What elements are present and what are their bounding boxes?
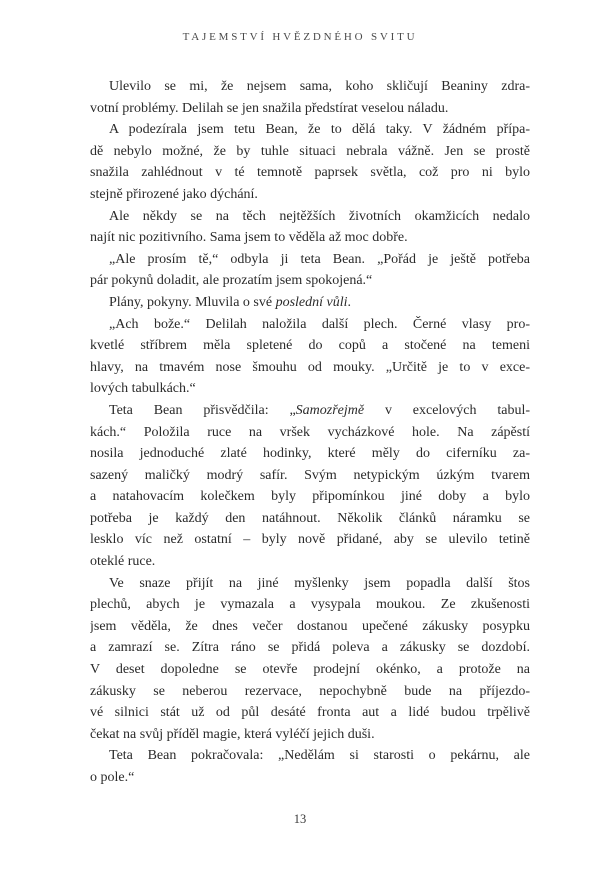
text-segment: a zamrazí se. Zítra ráno se přidá poleva a zákusky se dozdobí. [90,640,530,656]
text-line [90,508,530,530]
text-line [90,573,530,595]
text-line [90,314,530,336]
text-segment: „Ach bože.“ Delilah naložila další plech. Černé vlasy pro- [109,316,530,332]
text-line [90,767,530,789]
running-header: TAJEMSTVÍ HVĚZDNÉHO SVITU [182,31,418,43]
text-line [90,637,530,659]
text-segment: Ulevilo se mi, že nejsem sama, koho skličují Beaniny zdra- [109,79,530,94]
text-segment: čekat na svůj příděl magie, která vyléčí jejich duši. [90,726,375,742]
text-segment: stejně přirozené jako dýchání. [90,186,258,202]
text-line [90,292,530,314]
text-line [90,378,530,400]
text-line [90,400,530,422]
text-line [90,206,530,228]
text-segment: A podezírala jsem tetu Bean, že to dělá taky. V žádném přípa- [109,122,530,138]
text-segment: a natahovacím kolečkem byly připomínkou jiné doby a bylo [90,489,530,505]
text-line [90,357,530,379]
text-line [90,702,530,724]
text-line [90,422,530,444]
text-segment: Teta Bean pokračovala: „Nedělám si starosti o pekárnu, ale [109,748,530,764]
text-line [90,594,530,616]
text-line [90,529,530,551]
text-block [90,76,530,789]
text-line [90,184,530,206]
text-segment: „Ale prosím tě,“ odbyla ji teta Bean. „Pořád je ještě potřeba [109,251,530,267]
text-line [90,227,530,249]
text-segment: hlavy, na tmavém nose šmouhu od mouky. „Určitě je to v exce- [90,359,530,375]
text-line [90,162,530,184]
page-number: 13 [293,812,307,826]
text-segment: Teta Bean přisvědčila: „ [109,402,296,418]
text-line [90,745,530,767]
text-segment: plechů, abych je vymazala a vysypala moukou. Ze zkušenosti [90,597,530,613]
text-line [90,249,530,271]
text-line [90,270,530,292]
text-segment: vé silnici stát už od půl desáté fronta aut a lidé budou trpělivě [90,705,530,721]
text-line [90,335,530,357]
text-segment: jsem věděla, že dnes večer dostanou upečené zákusky posypku [90,618,530,634]
text-segment: Ve snaze přijít na jiné myšlenky jsem popadla další štos [109,575,530,591]
text-segment: pár pokynů doladit, ale prozatím jsem spokojená.“ [90,273,373,289]
text-line [90,141,530,163]
text-segment: . [347,294,352,310]
text-segment: sazený maličký modrý safír. Svým netypickým úzkým tvarem [90,467,530,483]
text-segment: kvetlé stříbrem měla spletené do copů a stočené na temeni [90,338,530,354]
text-line [90,659,530,681]
text-segment: lesklo víc než ostatní – byly nově přidané, aby se ulevilo tetině [90,532,530,548]
text-segment: najít nic pozitivního. Sama jsem to věděla až moc dobře. [90,230,408,246]
text-segment: oteklé ruce. [90,554,156,570]
text-line [90,551,530,573]
text-segment: lových tabulkách.“ [90,381,196,397]
text-line [90,724,530,746]
text-line [90,486,530,508]
text-segment: Plány, pokyny. Mluvila o své [109,294,276,310]
text-segment: zákusky se neberou rezervace, nepochybně bude na příjezdo- [90,683,530,699]
text-segment: v excelových tabul- [364,402,530,418]
text-segment: o pole.“ [90,770,135,785]
text-segment: dě nebylo možné, že by tuhle situaci nebrala vážně. Jen se prostě [90,143,530,159]
text-line [90,616,530,638]
text-line [90,443,530,465]
italic-text-segment: Samozřejmě [295,402,365,418]
text-segment: Ale někdy se na těch nejtěžších životních okamžicích nedalo [109,208,530,224]
text-segment: potřeba je každý den natáhnout. Několik článků náramku se [90,510,530,526]
text-segment: kách.“ Položila ruce na vršek vycházkové hole. Na zápěstí [90,424,530,440]
italic-text-segment: poslední vůli [275,294,348,310]
text-segment: V deset dopoledne se otevře prodejní okénko, a protože na [90,662,530,678]
text-line [90,119,530,141]
text-line [90,76,530,98]
text-line [90,465,530,487]
text-segment: nosila jednoduché zlaté hodinky, které měly do ciferníku za- [90,446,530,462]
text-line [90,681,530,703]
text-line [90,98,530,120]
text-segment: snažila zahlédnout v té temnotě paprsek světla, což pro ni bylo [90,165,530,181]
text-segment: votní problémy. Delilah se jen snažila předstírat veselou náladu. [90,100,449,116]
